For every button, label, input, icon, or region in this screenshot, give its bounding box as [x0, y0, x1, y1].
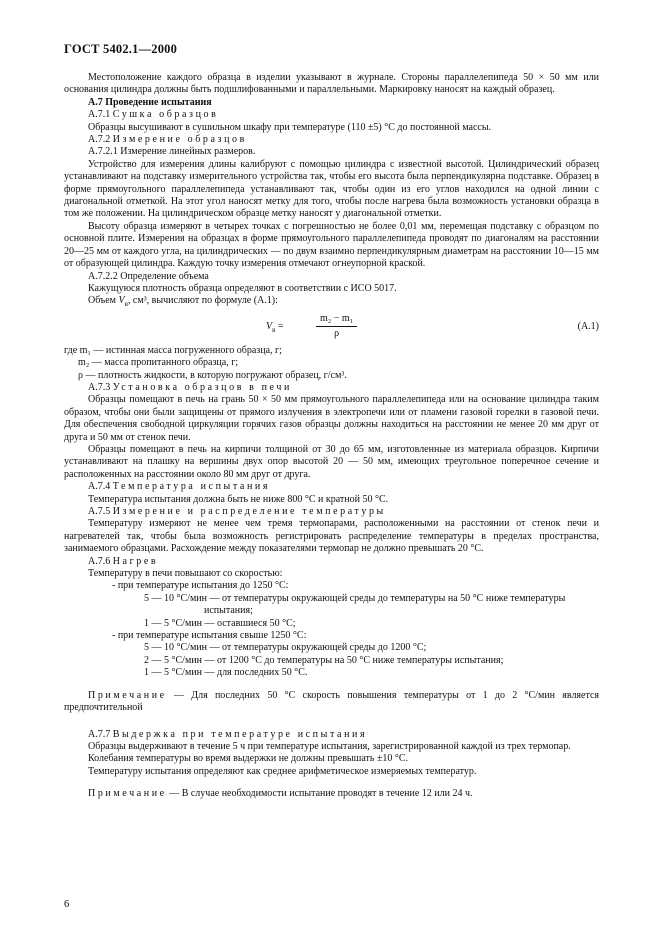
paragraph-holding-3: Температуру испытания определяют как среднее арифметическое измеряемых температур. [88, 765, 477, 777]
section-title: Установка образцов в печи [112, 381, 292, 393]
paragraph-device-calibration: Устройство для измерения длины калибруют с помощью цилиндра с известной высотой. Цилиндрический образец устанавливают на подставку измерительного устройства так, чтобы его высота была перпендикулярна подставке. Образец в форме прямоугольного параллелепипеда устанавливают так, чтобы один из его углов находился на одной линии с диагональной отметкой. На этот угол наносят метку для того, чтобы после нагрева была возможность установки образца в том же положении. На цилиндрическом образце метку наносят у диагональной отметки. [64, 158, 599, 220]
heat-list-item: - при температуре испытания свыше 1250 °С: [112, 630, 307, 642]
note-label: Примечание [88, 689, 167, 701]
heat-list-item: 5 — 10 °С/мин — от температуры окружающей среды до 1200 °С; [144, 642, 427, 654]
section-a77-heading [64, 729, 599, 741]
section-a73-heading [64, 382, 599, 394]
section-title: Выдержка при температуре испытания [112, 728, 368, 740]
page-header: ГОСТ 5402.1—2000 [64, 42, 178, 56]
formula-denominator: ρ [334, 328, 340, 340]
section-a74-heading [64, 481, 599, 493]
section-number: А.7.1 [88, 109, 111, 121]
paragraph-holding-1: Образцы выдерживают в течение 5 ч при температуре испытания, зарегистрированной каждой из трех термопар. [88, 740, 571, 752]
heat-list-item: 2 — 5 °С/мин — от 1200 °С до температуры на 50 °С ниже температуры испытания; [144, 654, 504, 666]
where-item-3: ρ — плотность жидкости, в которую погружают образец, г/см³. [78, 369, 347, 381]
paragraph-test-temperature: Температура испытания должна быть не ниже 800 °С и кратной 50 °С. [88, 493, 389, 505]
paragraph-drying: Образцы высушивают в сушильном шкафу при температуре (110 ±5) °С до постоянной массы. [88, 121, 492, 133]
heat-list-item: 1 — 5 °С/мин — оставшиеся 50 °С; [144, 617, 296, 629]
section-number: А.7.7 [88, 728, 111, 740]
paragraph-holding-2: Колебания температуры во время выдержки не должны превышать ±10 °С. [88, 753, 409, 765]
formula-fraction [316, 313, 357, 341]
heat-list-item: испытания; [204, 605, 253, 617]
section-title: Сушка образцов [112, 109, 219, 121]
page-number: 6 [64, 899, 70, 910]
paragraph-placement-1: Образцы помещают в печь на грань 50 × 50 мм прямоугольного параллелепипеда или на основание цилиндра таким образом, чтобы они были защищены от прямого излучения в электропечи или от пламени газовой горелки в газовой печи. Для обеспечения свободной циркуляции горячих газов образцы должны находиться на расстоянии не менее 20 мм друг от друга и 50 мм от стенок печи. [64, 394, 599, 443]
paragraph-sample-location: Местоположение каждого образца в изделии указывают в журнале. Стороны параллелепипеда 50 × 50 мм или основания цилиндра должны быть подшлифованными и параллельными. Маркировку наносят на каждый образец. [64, 72, 599, 96]
section-number: А.7.5 [88, 506, 111, 517]
section-a722-heading: А.7.2.2 Определение объема [88, 270, 209, 282]
paragraph-density: Кажущуюся плотность образца определяют в соответствии с ИСО 5017. [88, 282, 397, 294]
section-title: Нагрев [112, 555, 159, 567]
section-a72-heading [64, 134, 599, 146]
paragraph-temperature-measurement: Температуру измеряют не менее чем тремя термопарами, расположенными на расстоянии от стенок печи и нагревателей так, чтобы была возможность регистрировать распределение температуры в пределах пространства, занимаемого образцами. Расхождение между показателями термопар не должно превышать 20 °С. [64, 518, 599, 555]
section-title: Измерение образцов [112, 134, 247, 146]
heat-list-item: 5 — 10 °С/мин — от температуры окружающей среды до температуры на 50 °С ниже температуры [144, 592, 566, 604]
paragraph-height-measurement: Высоту образца измеряют в четырех точках с погрешностью не более 0,01 мм, перемещая подставку с образцом по основной плите. Измерения на образцах в форме прямоугольного параллелепипеда проводят по диагоналям на расстоянии 20—25 мм от каждого угла, на цилиндрических — по двум взаимно перпендикулярным диаметрам на расстоянии 10—15 мм от образующей цилиндра. Каждую точку измерения отмечают огнеупорной краской. [64, 220, 599, 270]
paragraph-heating-intro: Температуру в печи повышают со скоростью: [88, 568, 283, 580]
section-a75-heading [64, 506, 599, 518]
where-item-2: m₂ — масса пропитанного образца, г; [78, 357, 239, 369]
where-item-1: где m₁ — истинная масса погруженного образца, г; [64, 344, 282, 356]
section-number: А.7.3 [88, 381, 111, 393]
section-a7-title: А.7 Проведение испытания [88, 96, 212, 108]
section-title: Температура испытания [112, 481, 271, 493]
note-text: — В случае необходимости испытание проводят в течение 12 или 24 ч. [169, 788, 473, 800]
formula-number: (А.1) [577, 320, 599, 332]
heat-list-item: - при температуре испытания до 1250 °С: [112, 580, 289, 592]
note-label: Примечание [88, 788, 167, 800]
section-a71-heading [64, 109, 599, 121]
document-body [64, 72, 599, 801]
heat-list-item: 1 — 5 °С/мин — для последних 50 °С. [144, 667, 308, 679]
section-number: А.7.4 [88, 481, 111, 493]
note-1 [64, 690, 599, 715]
section-a76-heading [64, 556, 599, 568]
formula-a1 [64, 311, 599, 345]
formula-lhs: $V_в$ = [266, 320, 284, 334]
formula-numerator: m₂ − m₁ [316, 313, 357, 327]
section-title: Измерение и распределение температуры [112, 506, 386, 517]
paragraph-volume [64, 295, 599, 310]
note-text: — Для последних 50 °С скорость повышения температуры от 1 до 2 °С/мин является предпочтительной [64, 689, 600, 714]
volume-text: Объем $V_в$, см³, вычисляют по формуле (А.1): [88, 295, 278, 309]
section-a721-heading: А.7.2.1 Измерение линейных размеров. [88, 146, 256, 158]
section-number: А.7.6 [88, 555, 111, 567]
section-number: А.7.2 [88, 134, 111, 146]
note-2 [64, 788, 599, 800]
paragraph-placement-2: Образцы помещают в печь на кирпичи толщиной от 30 до 65 мм, изготовленные из материала образцов. Кирпичи устанавливают на плашку на вершины двух опор высотой 20 — 50 мм, имеющих треугольное поперечное сечение и расположенных на расстоянии около 80 мм друг от друга. [64, 443, 599, 480]
